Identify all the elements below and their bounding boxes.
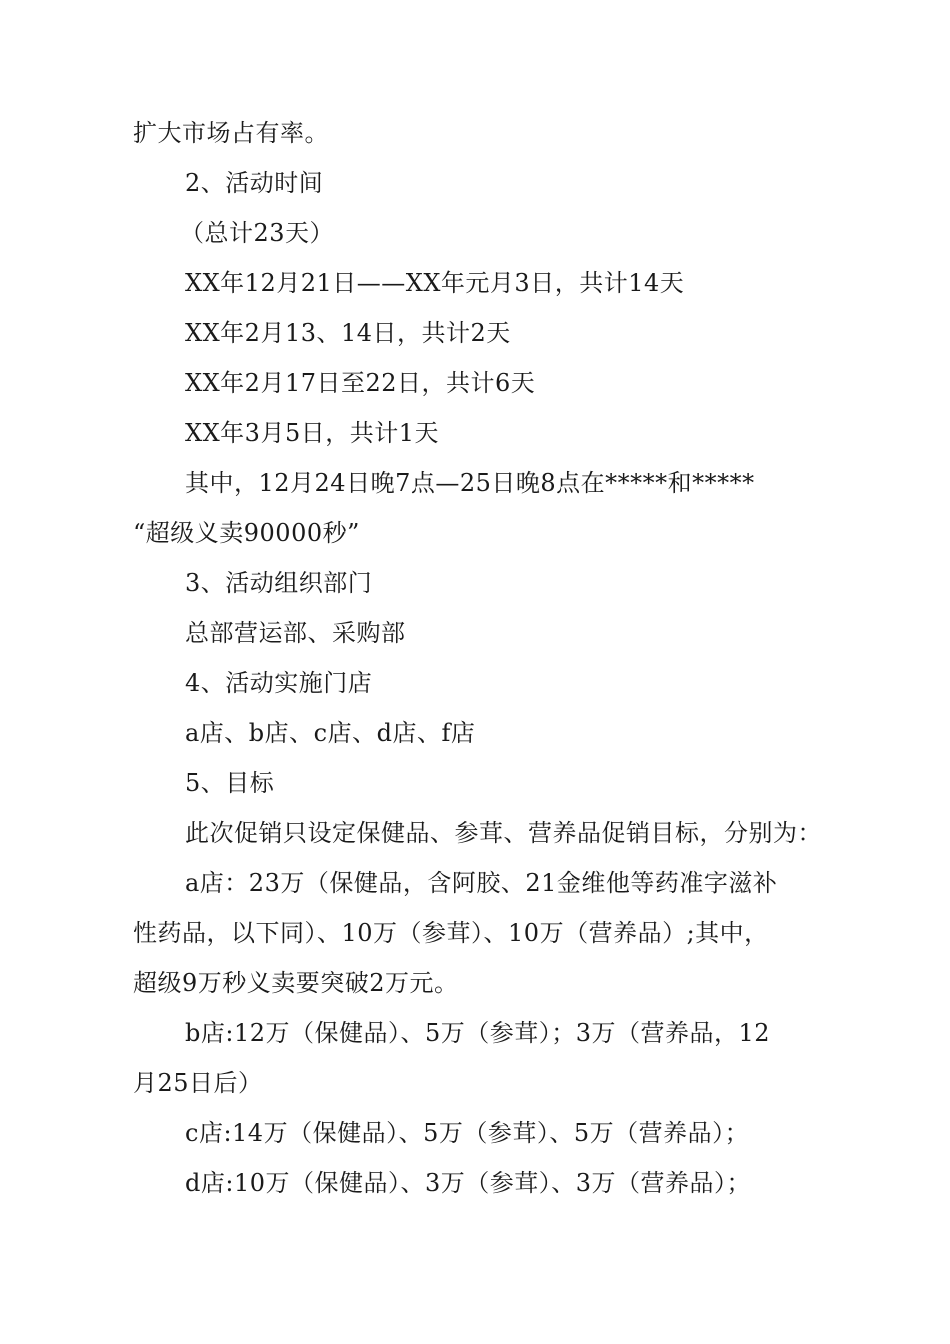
text-line: 此次促销只设定保健品、参茸、营养品促销目标，分别为：	[185, 819, 822, 847]
text-line: XX年2月13、14日，共计2天	[185, 319, 511, 347]
text-line: XX年3月5日，共计1天	[185, 419, 439, 447]
text-line: 月25日后）	[133, 1069, 263, 1097]
text-line: 扩大市场占有率。	[133, 119, 329, 147]
text-line: 性药品，以下同）、10万（参茸）、10万（营养品）;其中，	[133, 919, 769, 947]
section-heading: 2、活动时间	[185, 169, 324, 197]
text-line: （总计23天）	[180, 219, 335, 247]
text-line: 总部营运部、采购部	[185, 619, 406, 647]
text-line: 超级9万秒义卖要突破2万元。	[133, 969, 459, 997]
section-heading: 4、活动实施门店	[185, 669, 373, 697]
text-line: XX年12月21日——XX年元月3日，共计14天	[185, 269, 685, 297]
text-line: b店:12万（保健品）、5万（参茸）；3万（营养品，12	[185, 1019, 771, 1047]
text-line: a店：23万（保健品，含阿胶、21金维他等药准字滋补	[185, 869, 778, 897]
text-line: d店:10万（保健品）、3万（参茸）、3万（营养品）；	[185, 1169, 752, 1197]
text-line: c店:14万（保健品）、5万（参茸）、5万（营养品）；	[185, 1119, 750, 1147]
section-heading: 5、目标	[185, 769, 275, 797]
text-line: “超级义卖90000秒”	[133, 519, 360, 547]
text-line: XX年2月17日至22日，共计6天	[185, 369, 536, 397]
section-heading: 3、活动组织部门	[185, 569, 373, 597]
text-line: a店、b店、c店、d店、f店	[185, 719, 476, 747]
text-line: 其中，12月24日晚7点—25日晚8点在*****和*****	[185, 469, 755, 497]
